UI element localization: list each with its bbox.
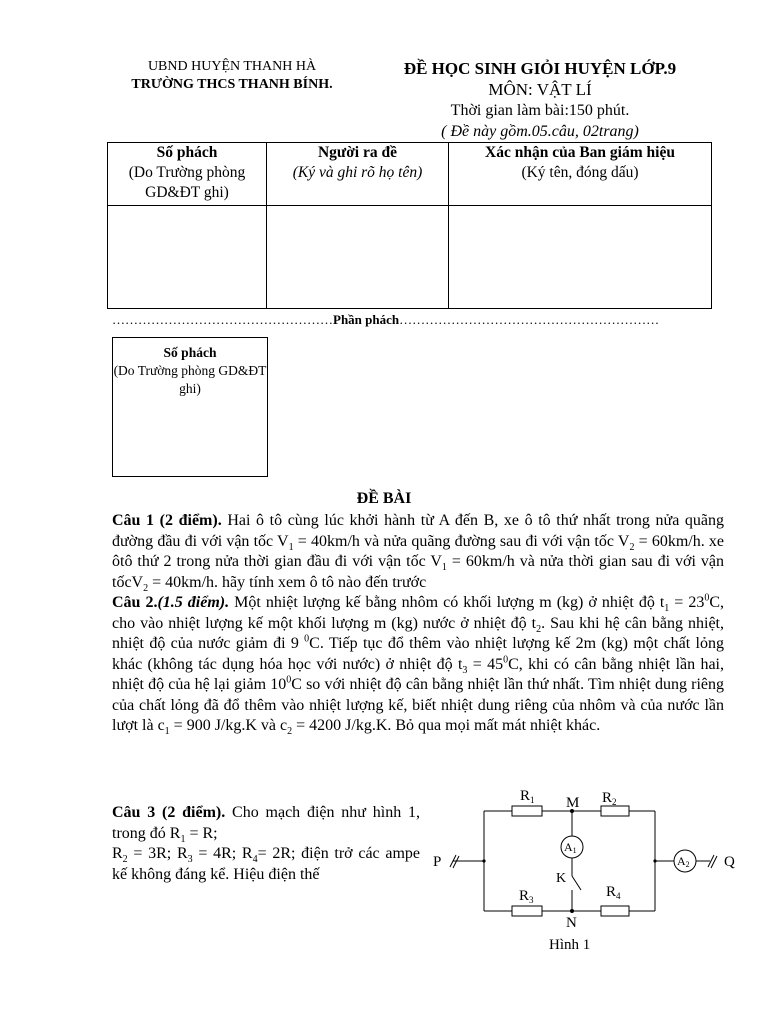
col-nguoi-ra-de: Người ra đề (Ký và ghi rõ họ tên): [267, 143, 449, 206]
svg-text:A1: A1: [564, 840, 577, 855]
signature-table: [107, 142, 712, 309]
subject: MÔN: VẬT LÍ: [488, 80, 592, 99]
col-xac-nhan: Xác nhận của Ban giám hiệu (Ký tên, đóng dấu): [449, 143, 712, 206]
district-name: UBND HUYỆN THANH HÀ: [147, 59, 317, 74]
svg-text:M: M: [566, 795, 580, 811]
resistor-r2: [601, 806, 629, 816]
section-title: ĐỀ BÀI: [356, 490, 412, 507]
question-2: Câu 2.(1.5 điểm). Một nhiệt lượng kế bằng nhôm có khối lượng m (kg) ở nhiệt độ $t_1 = 23^0C$, cho vào nhiệt lượng kế một khối lượng m (kg) nước ở nhiệt độ $t_2$. Sau khi hệ cân bằng nhiệt, nhiệt độ của nước giảm đi 9 $^0$C. Tiếp tục đổ thêm vào nhiệt lượng kế 2m (kg) một chất lỏng khác (không tác dụng hóa học với nước) ở nhiệt độ $t_3 = 45^0C$, khi có cân bằng nhiệt lần hai, nhiệt độ của hệ lại giảm $10^0C$ so với nhiệt độ cân bằng nhiệt lần thứ nhất. Tìm nhiệt dung riêng của chất lỏng đã đổ thêm vào nhiệt lượng kế, biết nhiệt dung riêng của nhôm và của nước lần lượt là $c_1 = 900$ J/kg.K và $c_2 = 4200$ J/kg.K. Bỏ qua mọi mất mát nhiệt khác.: [112, 592, 725, 738]
school-name: TRƯỜNG THCS THANH BÍNH.: [131, 77, 333, 92]
signature-cell: [108, 206, 267, 309]
svg-text:R3: $R_3$: [519, 888, 534, 905]
page-note: ( Đề này gồm.05.câu, 02trang): [441, 123, 639, 140]
questions-body: [112, 511, 724, 737]
svg-text:Q: Q: [724, 854, 735, 870]
resistor-r3: [512, 906, 542, 916]
svg-text:K: K: [556, 871, 567, 886]
circuit-diagram: [425, 782, 755, 957]
cut-line: ……………………………………………Phần phách……………………………………………………: [112, 312, 660, 327]
question-1: Câu 1 (2 điểm). Hai ô tô cùng lúc khởi hành từ A đến B, xe ô tô thứ nhất trong nửa quãng đường đầu đi với vận tốc $V_1 = 40km/h$ và nửa quãng đường sau đi với vận tốc $V_2 = 60km/h$. xe ôtô thứ 2 trong nửa thời gian đầu đi với vận tốc $V_1 = 60km/h$ và nửa thời gian sau đi với vận tốcV$_2$ = 40km/h. hãy tính xem ô tô nào đến trước: [112, 512, 725, 594]
col-so-phach: Số phách (Do Trường phòng GD&ĐT ghi): [108, 143, 267, 206]
header-left: [112, 58, 352, 94]
exam-title: ĐỀ HỌC SINH GIỎI HUYỆN LỚP.9: [403, 59, 677, 78]
svg-text:A2: A2: [677, 854, 690, 869]
time-limit: Thời gian làm bài:150 phút.: [450, 102, 630, 119]
svg-text:R1: $R_1$: [520, 788, 535, 805]
figure-caption: Hình 1: [549, 937, 591, 953]
signature-cell: [267, 206, 449, 309]
svg-text:P: P: [433, 854, 442, 870]
cut-line-label: Phần phách: [333, 312, 400, 327]
header-right: [365, 58, 715, 142]
resistor-r1: [512, 806, 542, 816]
resistor-r4: [601, 906, 629, 916]
svg-text:R4: $R_4$: [606, 884, 621, 901]
question-3: Câu 3 (2 điểm). Cho mạch điện như hình 1, trong đó $R_1 = R$; $R_2 = 3R$; $R_3 = 4R$; $R_4= 2R$; điện trở các ampe kế không đáng kể. Hiệu điện thế: [112, 804, 421, 883]
so-phach-box: Số phách (Do Trường phòng GD&ĐT ghi): [112, 337, 268, 477]
signature-cell: [449, 206, 712, 309]
svg-text:R2: $R_2$: [602, 790, 617, 807]
svg-text:N: N: [566, 915, 577, 931]
